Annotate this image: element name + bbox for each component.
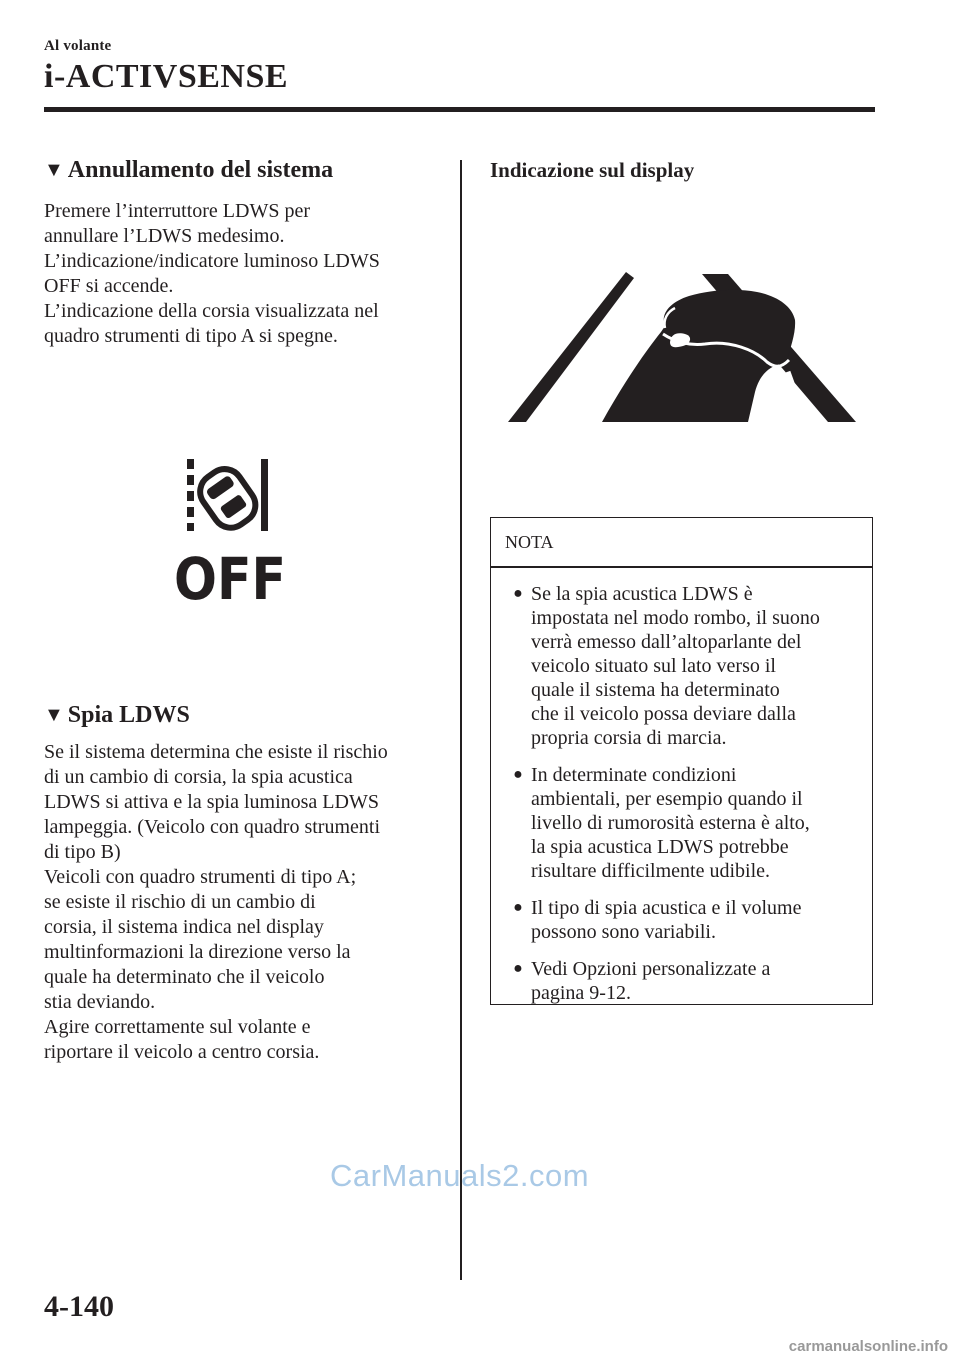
ldws-off-graphic — [168, 455, 292, 603]
column-divider — [460, 160, 462, 1280]
triangle-icon: ▼ — [44, 704, 64, 726]
text-line: riportare il veicolo a centro corsia. — [44, 1041, 320, 1063]
text-line: propria corsia di marcia. — [531, 727, 727, 749]
section-label: Al volante — [44, 38, 112, 54]
text-line: livello di rumorosità esterna è alto, — [531, 812, 810, 834]
text-line: Veicoli con quadro strumenti di tipo A; — [44, 866, 357, 888]
text-line: L’indicazione della corsia visualizzata nel — [44, 300, 379, 322]
section-system-cancel — [44, 155, 439, 349]
note-item — [505, 957, 862, 1005]
text-line: risultare difficilmente udibile. — [531, 860, 771, 882]
section-heading — [44, 155, 439, 185]
bullet-icon: ● — [513, 899, 523, 916]
text-line: possono sono variabili. — [531, 921, 716, 943]
paragraph — [44, 199, 439, 349]
note-text — [531, 957, 862, 1005]
note-item — [505, 582, 862, 750]
text-line: Il tipo di spia acustica e il volume — [531, 897, 802, 919]
text-line: di tipo B) — [44, 841, 121, 863]
text-line: annullare l’LDWS medesimo. — [44, 225, 285, 247]
text-line: Premere l’interruttore LDWS per — [44, 200, 311, 222]
lane-departure-graphic — [505, 272, 860, 424]
bullet-icon: ● — [513, 766, 523, 783]
text-line: corsia, il sistema indica nel display — [44, 916, 324, 938]
page-number: 4-140 — [44, 1290, 114, 1323]
text-line: veicolo situato sul lato verso il — [531, 655, 776, 677]
note-item — [505, 896, 862, 944]
heading-text: Spia LDWS — [67, 702, 190, 728]
heading-text: Annullamento del sistema — [67, 157, 334, 183]
watermark: carmanualsonline.info — [788, 1338, 948, 1355]
text-line: Vedi Opzioni personalizzate a — [531, 958, 771, 980]
watermark: CarManuals2.com — [330, 1158, 590, 1193]
text-line: OFF si accende. — [44, 275, 174, 297]
lane-departure-display-graphic — [505, 272, 860, 424]
text-line: di un cambio di corsia, la spia acustica — [44, 766, 353, 788]
header-rule — [44, 107, 875, 112]
text-line: quadro strumenti di tipo A si spegne. — [44, 325, 338, 347]
icon-label: OFF — [174, 545, 286, 603]
text-line: Se il sistema determina che esiste il rischio — [44, 741, 388, 763]
text-line: che il veicolo possa deviare dalla — [531, 703, 796, 725]
text-line: Se la spia acustica LDWS è — [531, 583, 753, 605]
text-line: se esiste il rischio di un cambio di — [44, 891, 316, 913]
paragraph — [44, 740, 439, 1065]
text-line: pagina 9-12. — [531, 982, 631, 1004]
note-title: NOTA — [505, 532, 554, 552]
note-rule — [491, 566, 872, 568]
page-title: i-ACTIVSENSE — [44, 58, 289, 95]
text-line: quale ha determinato che il veicolo — [44, 966, 325, 988]
note-text — [531, 582, 862, 750]
text-line: Agire correttamente sul volante e — [44, 1016, 311, 1038]
triangle-icon: ▼ — [44, 159, 64, 181]
note-box — [490, 517, 873, 1005]
text-line: quale il sistema ha determinato — [531, 679, 780, 701]
section-heading — [44, 700, 439, 730]
text-line: lampeggia. (Veicolo con quadro strumenti — [44, 816, 381, 838]
note-text — [531, 763, 862, 883]
text-line: ambientali, per esempio quando il — [531, 788, 803, 810]
bullet-icon: ● — [513, 585, 523, 602]
note-text — [531, 896, 862, 944]
text-line: la spia acustica LDWS potrebbe — [531, 836, 789, 858]
text-line: verrà emesso dall’altoparlante del — [531, 631, 802, 653]
section-ldws-warning — [44, 700, 439, 1065]
text-line: L’indicazione/indicatore luminoso LDWS — [44, 250, 380, 272]
text-line: stia deviando. — [44, 991, 156, 1013]
text-line: multinformazioni la direzione verso la — [44, 941, 351, 963]
note-list — [505, 582, 862, 1018]
text-line: LDWS si attiva e la spia luminosa LDWS — [44, 791, 379, 813]
text-line: impostata nel modo rombo, il suono — [531, 607, 820, 629]
text-line: In determinate condizioni — [531, 764, 737, 786]
note-item — [505, 763, 862, 883]
display-heading: Indicazione sul display — [490, 158, 695, 182]
ldws-off-indicator-icon — [168, 455, 292, 603]
bullet-icon: ● — [513, 960, 523, 977]
